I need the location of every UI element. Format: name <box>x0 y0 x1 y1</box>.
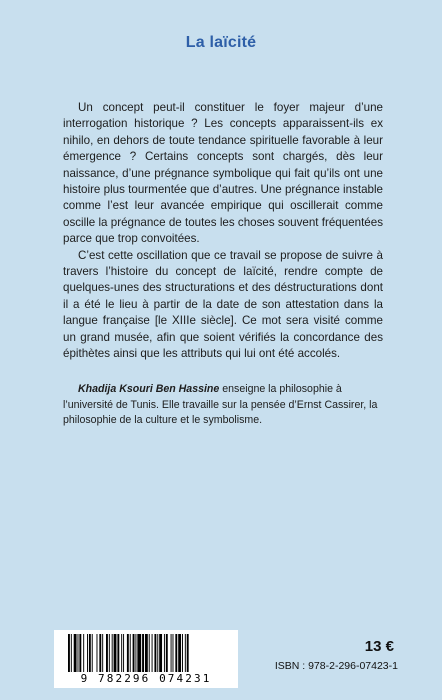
barcode-bar <box>133 634 135 672</box>
author-bio-text: enseigne la philosophie à l’université de Tunis. Elle travaille sur la pensée d’Ernst Cassirer, la philosophie de la culture et le symbolisme. <box>63 383 378 426</box>
barcode-bar <box>102 634 103 672</box>
barcode-bar <box>78 634 79 672</box>
barcode-bars <box>68 634 224 672</box>
barcode-bar <box>166 634 168 672</box>
price: 13 € <box>364 638 394 655</box>
barcode-bar <box>164 634 165 672</box>
summary-text <box>63 100 383 363</box>
barcode-bar <box>135 634 136 672</box>
isbn: ISBN : 978-2-296-07423-1 <box>274 660 398 672</box>
barcode-bar <box>130 634 131 672</box>
barcode-number: 9 782296 074231 <box>80 672 212 685</box>
barcode-bar <box>74 634 77 672</box>
barcode-bar <box>114 634 117 672</box>
barcode-bar <box>145 634 148 672</box>
barcode-bar <box>68 634 70 672</box>
barcode-bar <box>97 634 98 672</box>
barcode-bar <box>112 634 113 672</box>
barcode-bar <box>99 634 101 672</box>
barcode-bar <box>173 634 174 672</box>
barcode-bar <box>175 634 177 672</box>
barcode-bar <box>117 634 119 672</box>
barcode-bar <box>182 634 183 672</box>
barcode-bar <box>142 634 144 672</box>
barcode-bar <box>154 634 156 672</box>
barcode-bar <box>71 634 72 672</box>
barcode-bar <box>121 634 122 672</box>
book-title: La laïcité <box>185 34 257 51</box>
barcode-bar <box>187 634 189 672</box>
summary-paragraph-1: Un concept peut-il constituer le foyer majeur d’une interrogation historique ? Les concepts apparaissent-ils ex nihilo, en dehors de toute tendance spirituelle favorable à leur émergence ? Certains concepts sont chargés, dès leur naissance, d’une prégnance symbolique qui fait qu’ils ont une histoire plus tourmentée que d’autres. Une prégnance instable comme l’est leur avancée empirique qui oscillerait comme oscille la prégnance de toutes les choses souvent fréquentées parce que trop convoitées. <box>63 101 383 246</box>
barcode-bar <box>171 634 172 672</box>
barcode-bar <box>79 634 81 672</box>
barcode-bar <box>127 634 129 672</box>
barcode-bar <box>83 634 84 672</box>
barcode-bar <box>157 634 158 672</box>
barcode-bar <box>159 634 162 672</box>
summary-paragraph-2: C’est cette oscillation que ce travail se propose de suivre à travers l’histoire du concept de laïcité, rendre compte de quelques-unes des structurations et des déstructurations dont il a été le lieu à partir de la date de son attestation dans la langue française [le XIIIe siècle]. Ce mot sera visité comme un grand musée, afin que soient vérifiés la concordance des épithètes ainsi que les attributs qui lui ont été accolés. <box>63 248 383 361</box>
barcode-bar <box>123 634 124 672</box>
barcode-bar <box>185 634 186 672</box>
barcode-bar <box>178 634 181 672</box>
author-name: Khadija Ksouri Ben Hassine <box>78 383 220 395</box>
barcode-bar <box>109 634 110 672</box>
barcode-bar <box>92 634 93 672</box>
barcode <box>54 630 238 688</box>
barcode-bar <box>137 634 141 672</box>
barcode-bar <box>152 634 153 672</box>
barcode-bar <box>87 634 88 672</box>
author-bio-paragraph <box>63 382 383 429</box>
barcode-bar <box>149 634 150 672</box>
barcode-bar <box>106 634 108 672</box>
author-bio <box>63 382 383 429</box>
barcode-bar <box>89 634 91 672</box>
